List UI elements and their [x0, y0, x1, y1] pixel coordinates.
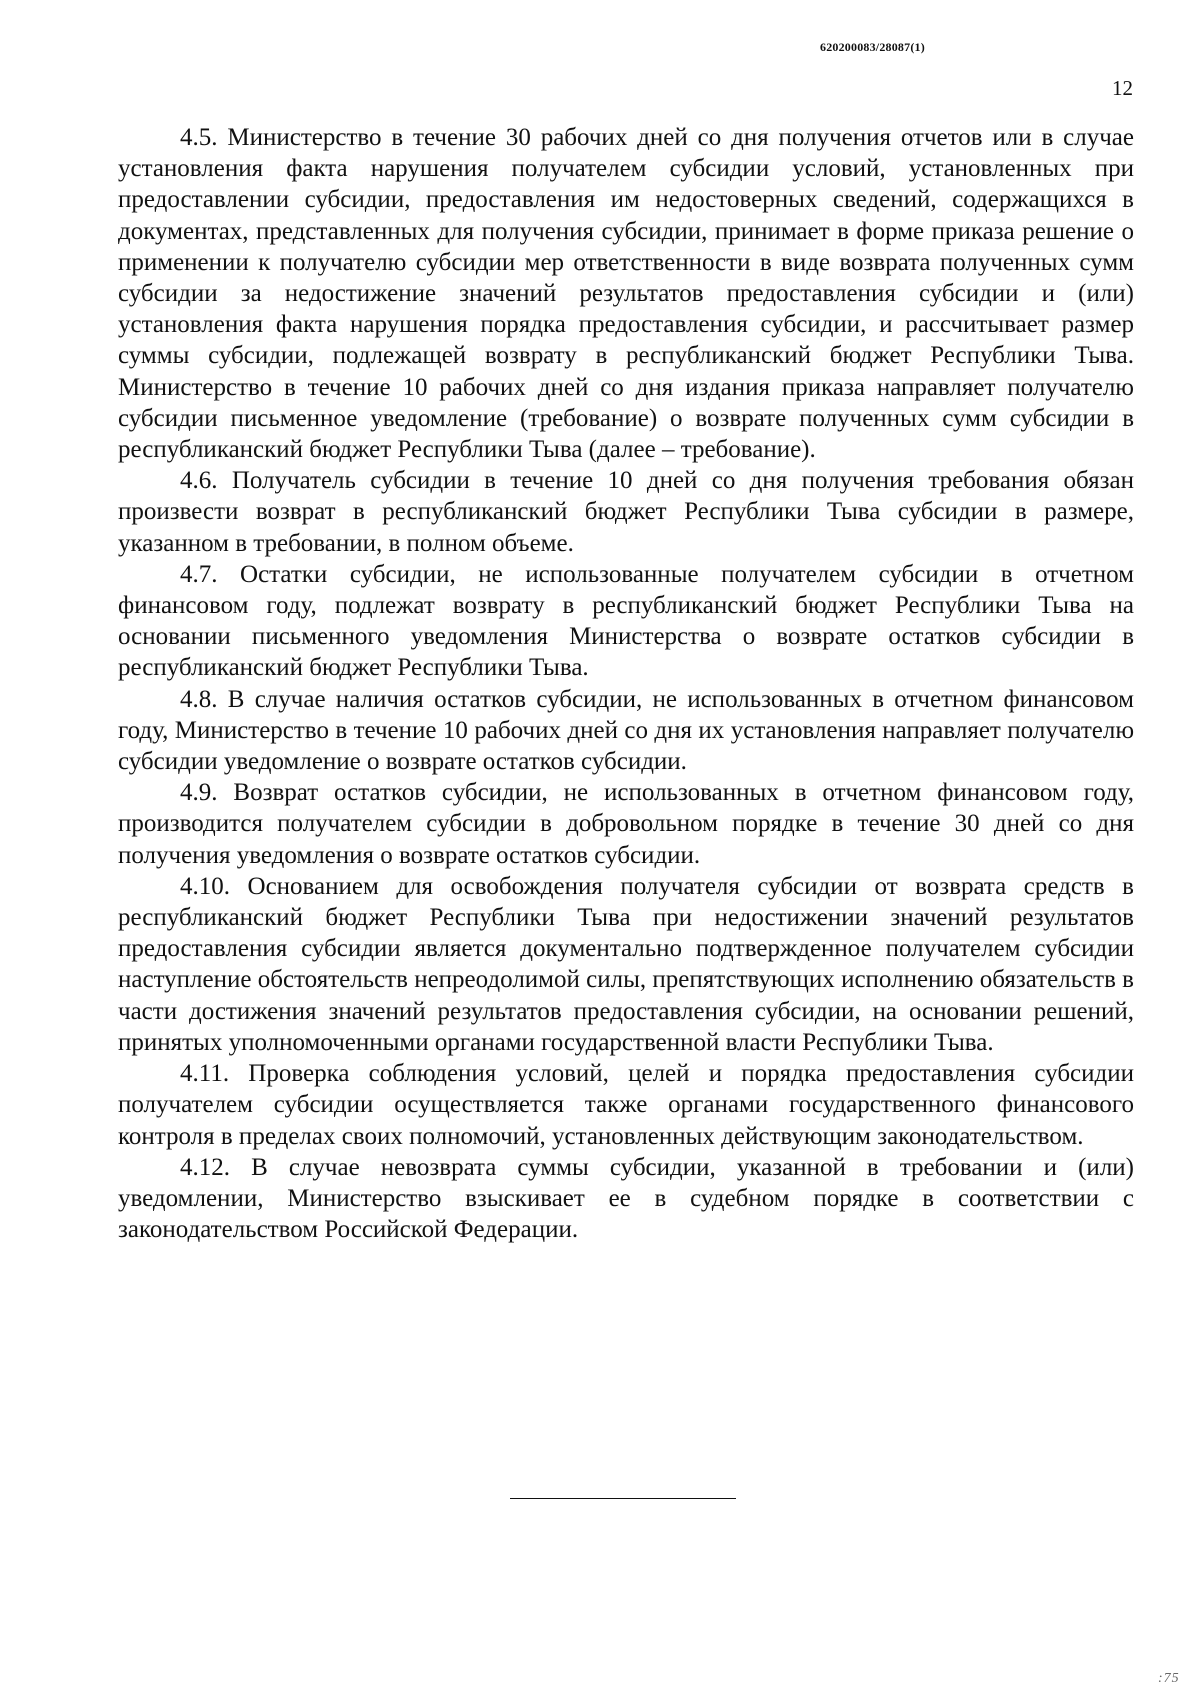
paragraph-4-10: 4.10. Основанием для освобождения получателя субсидии от возврата средств в республиканский бюджет Республики Тыва при недостижении значений результатов предоставления субсидии является документально подтвержденное получателем субсидии наступление обстоятельств непреодолимой силы, препятствующих исполнению обязательств в части достижения значений результатов предоставления субсидии, на основании решений, принятых уполномоченными органами государственной власти Республики Тыва.	[118, 872, 1134, 1056]
document-body	[118, 122, 1134, 1245]
paragraph-4-12: 4.12. В случае невозврата суммы субсидии, указанной в требовании и (или) уведомлении, Министерство взыскивает ее в судебном порядке в соответствии с законодательством Российской Федерации.	[118, 1153, 1134, 1244]
paragraph-4-7: 4.7. Остатки субсидии, не использованные получателем субсидии в отчетном финансовом году, подлежат возврату в республиканский бюджет Республики Тыва на основании письменного уведомления Министерства о возврате остатков субсидии в республиканский бюджет Республики Тыва.	[118, 560, 1134, 682]
paragraph-4-9: 4.9. Возврат остатков субсидии, не использованных в отчетном финансовом году, производится получателем субсидии в добровольном порядке в течение 30 дней со дня получения уведомления о возврате остатков субсидии.	[118, 779, 1134, 869]
end-separator-line	[510, 1498, 736, 1499]
page-number: 12	[1112, 76, 1133, 100]
corner-mark: :75	[1158, 1671, 1180, 1686]
paragraph-4-8: 4.8. В случае наличия остатков субсидии, не использованных в отчетном финансовом году, Министерство в течение 10 рабочих дней со дня их установления направляет получателю субсидии уведомление о возврате остатков субсидии.	[118, 685, 1134, 776]
paragraph-4-6: 4.6. Получатель субсидии в течение 10 дней со дня получения требования обязан произвести возврат в республиканский бюджет Республики Тыва субсидии в размере, указанном в требовании, в полном объеме.	[118, 467, 1134, 557]
paragraph-4-5: 4.5. Министерство в течение 30 рабочих дней со дня получения отчетов или в случае установления факта нарушения получателем субсидии условий, установленных при предоставлении субсидии, предоставления им недостоверных сведений, содержащихся в документах, представленных для получения субсидии, принимает в форме приказа решение о применении к получателю субсидии мер ответственности в виде возврата полученных сумм субсидии за недостижение значений результатов предоставления субсидии и (или) установления факта нарушения порядка предоставления субсидии, и рассчитывает размер суммы субсидии, подлежащей возврату в республиканский бюджет Республики Тыва. Министерство в течение 10 рабочих дней со дня издания приказа направляет получателю субсидии письменное уведомление (требование) о возврате полученных сумм субсидии в республиканский бюджет Республики Тыва (далее – требование).	[118, 124, 1134, 464]
document-code: 620200083/28087(1)	[820, 40, 925, 54]
paragraph-4-11: 4.11. Проверка соблюдения условий, целей и порядка предоставления субсидии получателем субсидии осуществляется также органами государственного финансового контроля в пределах своих полномочий, установленных действующим законодательством.	[118, 1060, 1134, 1150]
